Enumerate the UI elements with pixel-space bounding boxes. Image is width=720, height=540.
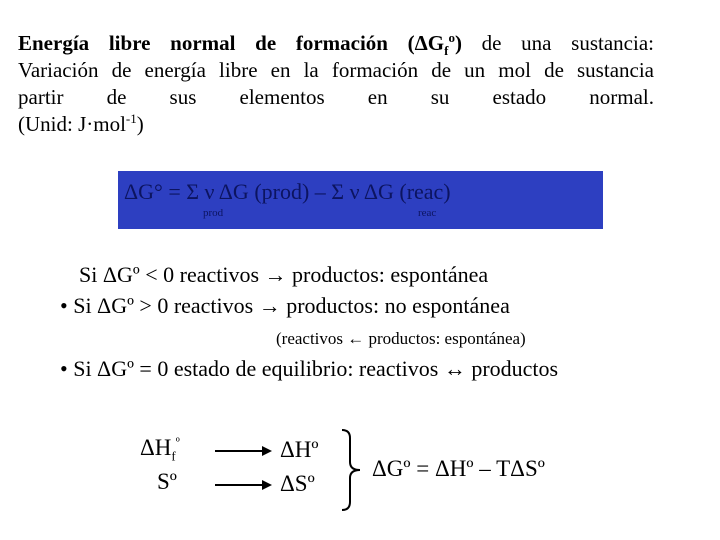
equation-sum-index-prod: prod bbox=[203, 207, 224, 219]
arrow-right-icon bbox=[262, 446, 272, 456]
definition-line-1 bbox=[18, 30, 654, 57]
enthalpy-formation-label: $\Delta H_f^º$ bbox=[140, 434, 180, 464]
definition-line-4: (Unid: J·mol$^{-1}$) bbox=[18, 111, 144, 136]
definition-line-2: Variación de energía libre en la formación de un mol de sustancia bbox=[18, 58, 654, 82]
gibbs-helmholtz-equation: ΔGº = ΔHº – TΔSº bbox=[372, 456, 545, 481]
gibbs-formation-equation bbox=[118, 171, 603, 229]
reaction-entropy-label: ΔSº bbox=[280, 471, 315, 496]
definition-term: Energía libre normal de formación $(\Delta G_f^o)$ bbox=[18, 30, 462, 59]
equation-text: ΔG° = Σ ν ΔG (prod) – Σ ν ΔG (reac) bbox=[124, 179, 451, 204]
arrow-line-bottom bbox=[215, 484, 263, 486]
criterion-zero: • Si ΔGº = 0 estado de equilibrio: reactivos ↔ productos bbox=[60, 356, 559, 381]
criterion-positive-note: (reactivos ← productos: espontánea) bbox=[276, 329, 526, 348]
arrow-line-top bbox=[215, 450, 263, 452]
definition-line-1-rest: de una sustancia: bbox=[462, 31, 654, 55]
criterion-negative: Si ΔGº < 0 reactivos → productos: espontánea bbox=[79, 262, 489, 287]
right-brace-icon bbox=[338, 428, 364, 512]
reaction-enthalpy-label: ΔHº bbox=[280, 437, 319, 462]
equation-sum-index-reac: reac bbox=[418, 207, 437, 219]
criterion-positive: • Si ΔGº > 0 reactivos → productos: no espontánea bbox=[60, 293, 510, 318]
arrow-right-icon bbox=[262, 480, 272, 490]
definition-paragraph bbox=[18, 30, 654, 138]
entropy-label: Sº bbox=[157, 469, 177, 494]
definition-line-3: partir de sus elementos en su estado normal. bbox=[18, 85, 654, 109]
